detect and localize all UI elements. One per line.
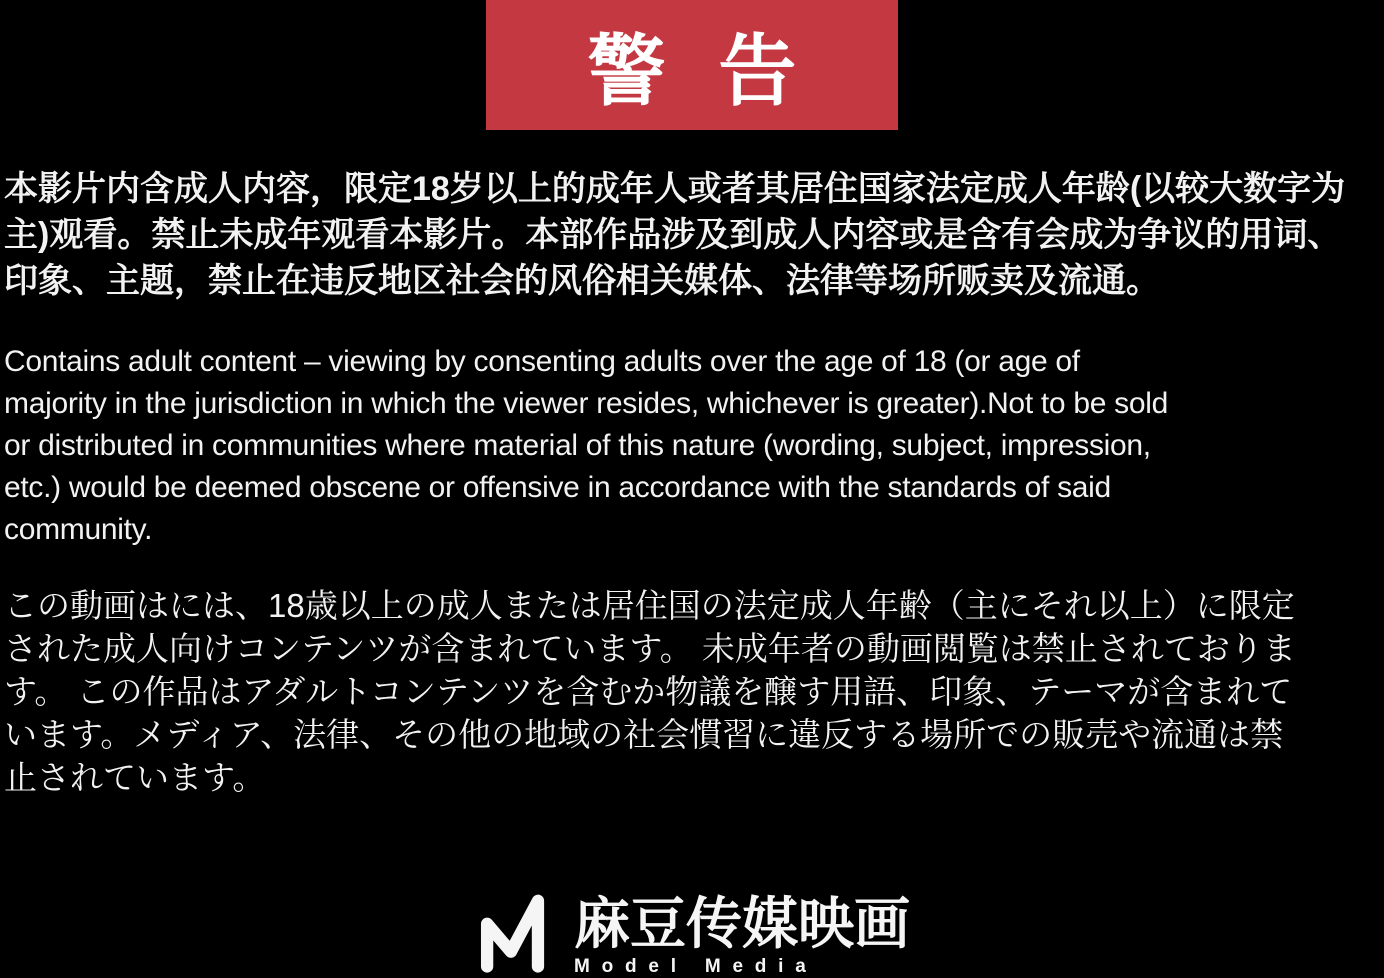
warning-ja-line: この動画はには、18歳以上の成人または居住国の法定成人年齢（主にそれ以上）に限定 [4,587,1295,624]
warning-ja-line: す。 この作品はアダルトコンテンツを含むか物議を醸す用語、印象、テーマが含まれて [4,673,1293,710]
warning-banner-title: 警 告 [587,27,813,115]
warning-en-line: etc.) would be deemed obscene or offensive in accordance with the standards of said [4,471,1111,504]
brand-name-english: Model Media [574,956,818,977]
warning-zh-line: 本影片内含成人内容，限定18岁以上的成年人或者其居住国家法定成人年龄(以较大数字为 [4,170,1346,208]
warning-paragraph-japanese [4,584,1384,799]
brand-name-chinese: 麻豆传媒映画 [574,892,910,955]
warning-paragraph-english [4,341,1384,551]
model-media-m-logo-icon [474,886,556,978]
warning-en-line: majority in the jurisdiction in which the viewer resides, whichever is greater).Not to be sold [4,387,1168,420]
warning-en-line: community. [4,513,153,546]
warning-zh-line: 印象、主题，禁止在违反地区社会的风俗相关媒体、法律等场所贩卖及流通。 [4,262,1160,300]
warning-paragraph-chinese [4,166,1384,304]
warning-ja-line: された成人向けコンテンツが含まれています。 未成年者の動画閲覧は禁止されておりま [4,630,1296,667]
warning-zh-line: 主)观看。禁止未成年观看本影片。本部作品涉及到成人内容或是含有会成为争议的用词、 [4,216,1342,254]
brand-text-block [574,894,910,978]
brand-footer [474,886,910,978]
warning-en-line: Contains adult content – viewing by consenting adults over the age of 18 (or age of [4,345,1080,378]
warning-ja-line: 止されています。 [4,759,266,796]
warning-ja-line: います。メディア、法律、その他の地域の社会慣習に違反する場所での販売や流通は禁 [4,716,1284,753]
warning-banner [486,0,898,130]
warning-en-line: or distributed in communities where material of this nature (wording, subject, impression, [4,429,1151,462]
